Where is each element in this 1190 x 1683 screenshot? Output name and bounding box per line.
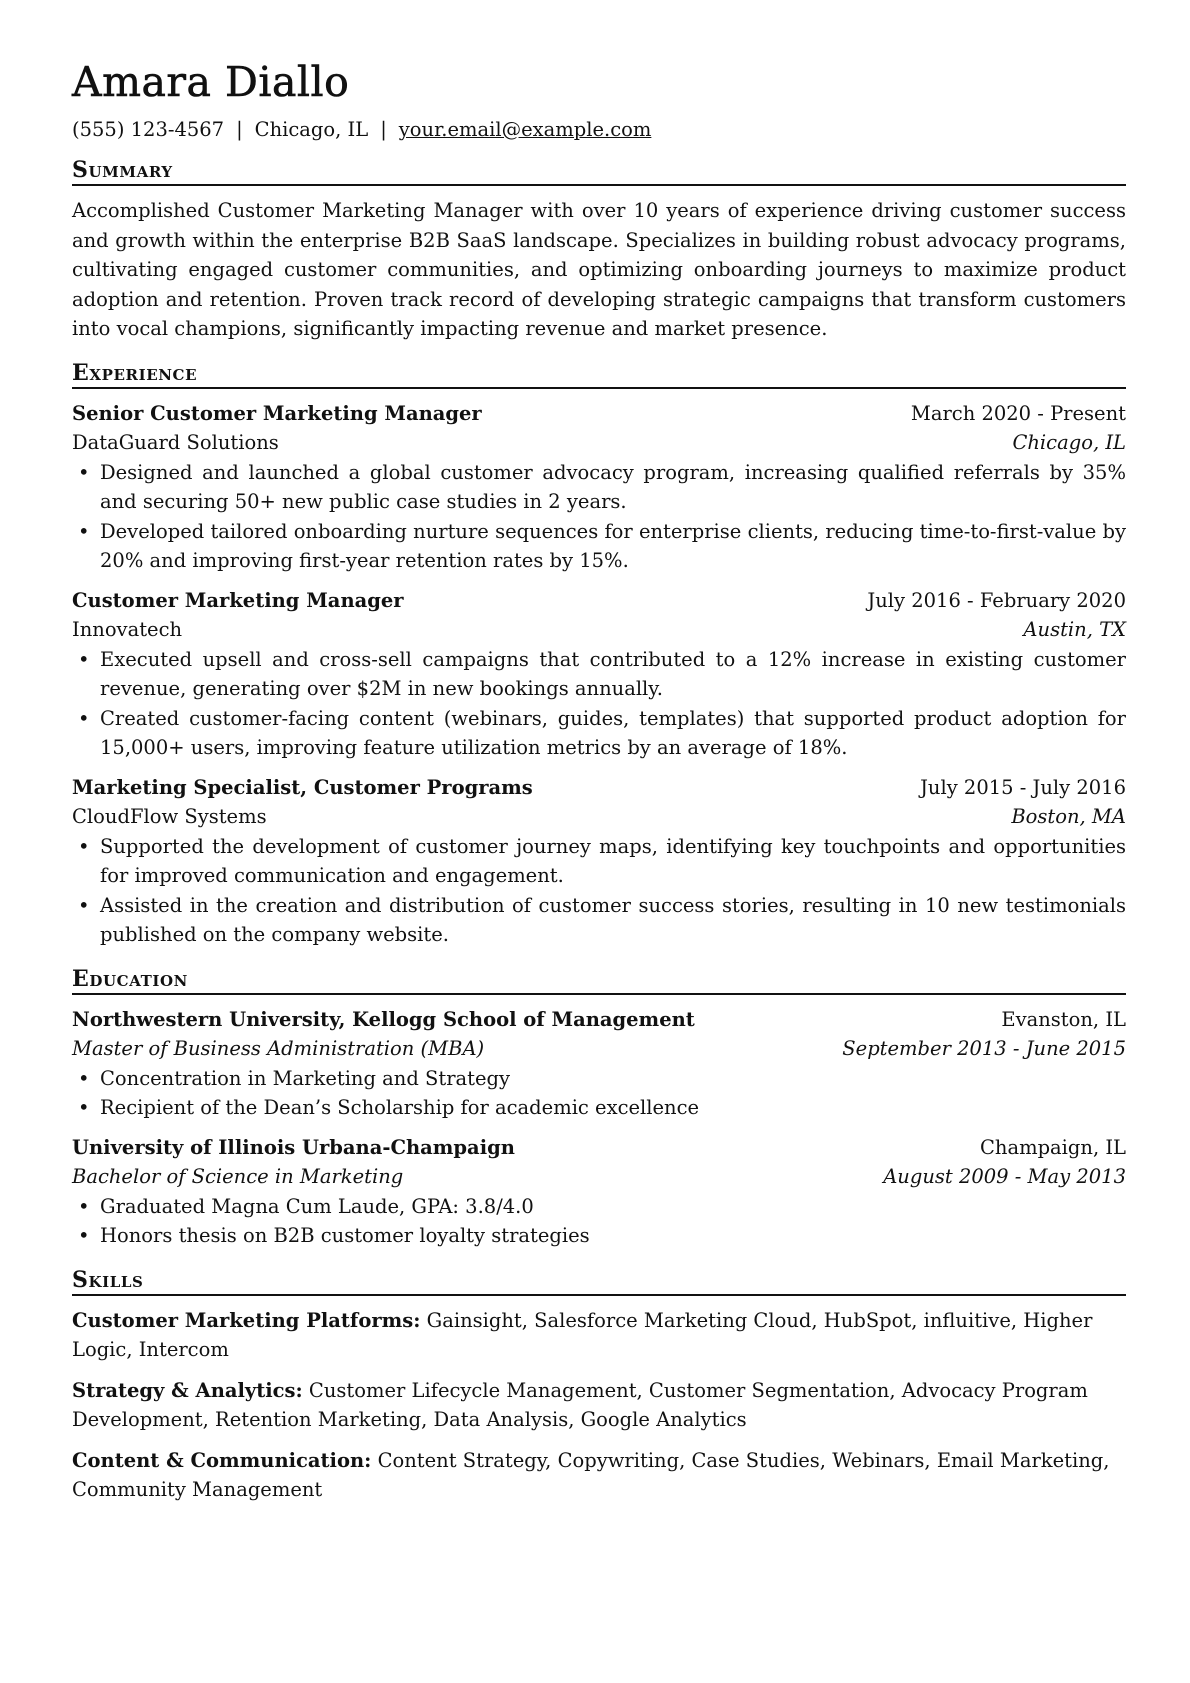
job-location: Chicago, IL bbox=[1012, 431, 1126, 454]
skill-group bbox=[72, 1306, 1126, 1365]
skill-label: Customer Marketing Platforms: bbox=[72, 1308, 421, 1332]
skill-group bbox=[72, 1446, 1126, 1505]
degree-row bbox=[72, 1162, 1126, 1192]
job-header-row bbox=[72, 586, 1126, 616]
contact-separator: | bbox=[236, 118, 243, 141]
education-bullets bbox=[72, 1064, 1126, 1123]
job-bullets bbox=[72, 458, 1126, 576]
job-company: DataGuard Solutions bbox=[72, 431, 279, 454]
job-dates: March 2020 - Present bbox=[910, 401, 1126, 425]
bullet-item: • Supported the development of customer journey maps, identifying key touchpoints and opportunities for improved communication and engagement. bbox=[72, 832, 1126, 891]
skill-group bbox=[72, 1376, 1126, 1435]
job-company: Innovatech bbox=[72, 618, 183, 641]
degree-name: Master of Business Administration (MBA) bbox=[72, 1037, 485, 1060]
skill-items: Gainsight, Salesforce Marketing Cloud, HubSpot, influitive, Higher Logic, Intercom bbox=[72, 1308, 1093, 1361]
bullet-item: • Assisted in the creation and distribution of customer success stories, resulting in 10 new testimonials published on the company website. bbox=[72, 891, 1126, 950]
section-title-experience: Experience bbox=[72, 360, 1126, 389]
section-title-education: Education bbox=[72, 966, 1126, 995]
bullet-item: • Recipient of the Dean’s Scholarship for academic excellence bbox=[72, 1093, 1126, 1123]
degree-name: Bachelor of Science in Marketing bbox=[72, 1165, 404, 1188]
school-header-row bbox=[72, 1005, 1126, 1035]
job-company-row bbox=[72, 802, 1126, 832]
resume-content bbox=[72, 58, 1126, 1505]
experience-entry bbox=[72, 399, 1126, 576]
education-entry bbox=[72, 1005, 1126, 1123]
job-role: Customer Marketing Manager bbox=[72, 588, 404, 612]
contact-line bbox=[72, 117, 1126, 143]
job-header-row bbox=[72, 773, 1126, 803]
job-bullets bbox=[72, 645, 1126, 763]
job-bullets bbox=[72, 832, 1126, 950]
summary-text: Accomplished Customer Marketing Manager with over 10 years of experience driving customer success and growth within the enterprise B2B SaaS landscape. Specializes in building robust advocacy programs, cultivating engaged customer communities, and optimizing onboarding journeys to maximize product adoption and retention. Proven track record of developing strategic campaigns that transform customers into vocal champions, significantly impacting revenue and market presence. bbox=[72, 199, 1126, 340]
section-title-skills: Skills bbox=[72, 1267, 1126, 1296]
job-role: Marketing Specialist, Customer Programs bbox=[72, 775, 533, 799]
job-company: CloudFlow Systems bbox=[72, 805, 267, 828]
contact-separator: | bbox=[380, 118, 387, 141]
bullet-item: • Designed and launched a global customer advocacy program, increasing qualified referrals by 35% and securing 50+ new public case studies in 2 years. bbox=[72, 458, 1126, 517]
bullet-item: • Created customer-facing content (webinars, guides, templates) that supported product adoption for 15,000+ users, improving feature utilization metrics by an average of 18%. bbox=[72, 704, 1126, 763]
bullet-item: • Developed tailored onboarding nurture sequences for enterprise clients, reducing time-to-first-value by 20% and improving first-year retention rates by 15%. bbox=[72, 517, 1126, 576]
school-header-row bbox=[72, 1133, 1126, 1163]
job-location: Boston, MA bbox=[1011, 805, 1126, 828]
degree-row bbox=[72, 1034, 1126, 1064]
education-entry bbox=[72, 1133, 1126, 1251]
email-link[interactable]: your.email@example.com bbox=[398, 118, 652, 141]
bullet-item: • Concentration in Marketing and Strategy bbox=[72, 1064, 1126, 1094]
experience-entry bbox=[72, 773, 1126, 950]
skill-label: Strategy & Analytics: bbox=[72, 1378, 303, 1402]
location: Chicago, IL bbox=[254, 118, 369, 141]
phone-number: (555) 123-4567 bbox=[72, 118, 225, 141]
bullet-item: • Executed upsell and cross-sell campaigns that contributed to a 12% increase in existing customer revenue, generating over $2M in new bookings annually. bbox=[72, 645, 1126, 704]
candidate-name: Amara Diallo bbox=[72, 58, 350, 106]
skill-label: Content & Communication: bbox=[72, 1448, 372, 1472]
job-company-row bbox=[72, 615, 1126, 645]
job-dates: July 2016 - February 2020 bbox=[867, 588, 1126, 612]
skill-items: Content Strategy, Copywriting, Case Studies, Webinars, Email Marketing, Community Management bbox=[72, 1448, 1110, 1501]
school-location: Evanston, IL bbox=[1001, 1007, 1126, 1031]
job-location: Austin, TX bbox=[1023, 618, 1126, 641]
section-title-summary: Summary bbox=[72, 157, 1126, 186]
job-company-row bbox=[72, 428, 1126, 458]
experience-entry bbox=[72, 586, 1126, 763]
job-role: Senior Customer Marketing Manager bbox=[72, 401, 482, 425]
education-bullets bbox=[72, 1192, 1126, 1251]
job-dates: July 2015 - July 2016 bbox=[920, 775, 1126, 799]
school-name: University of Illinois Urbana-Champaign bbox=[72, 1135, 515, 1159]
degree-dates: August 2009 - May 2013 bbox=[883, 1165, 1126, 1188]
job-header-row bbox=[72, 399, 1126, 429]
school-name: Northwestern University, Kellogg School of Management bbox=[72, 1007, 695, 1031]
bullet-item: • Graduated Magna Cum Laude, GPA: 3.8/4.0 bbox=[72, 1192, 1126, 1222]
degree-dates: September 2013 - June 2015 bbox=[842, 1037, 1126, 1060]
skill-items: Customer Lifecycle Management, Customer Segmentation, Advocacy Program Development, Retention Marketing, Data Analysis, Google Analytics bbox=[72, 1378, 1088, 1431]
bullet-item: • Honors thesis on B2B customer loyalty strategies bbox=[72, 1221, 1126, 1251]
school-location: Champaign, IL bbox=[979, 1135, 1126, 1159]
